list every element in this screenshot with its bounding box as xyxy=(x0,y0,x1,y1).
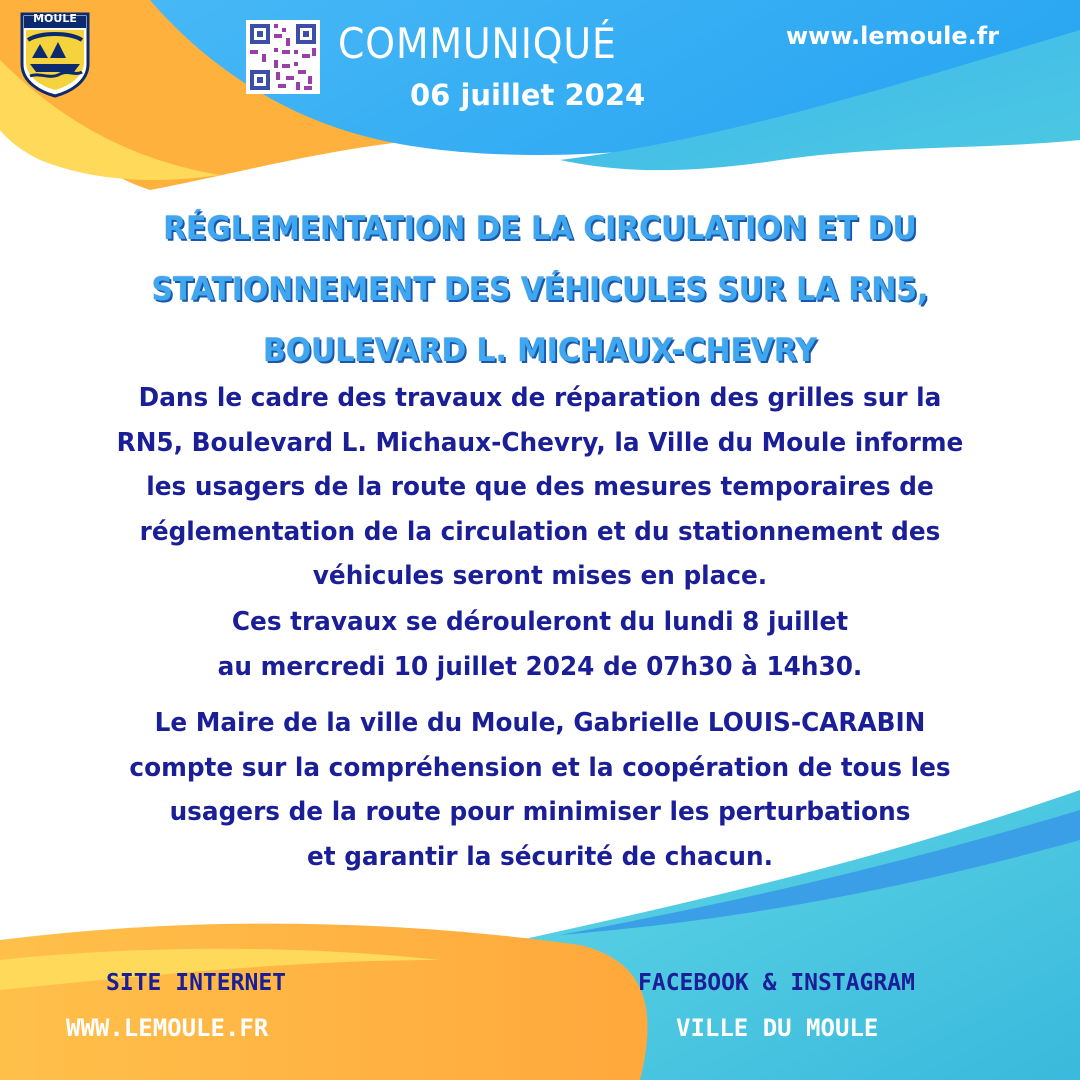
title-line: BOULEVARD L. MICHAUX-CHEVRY xyxy=(263,331,817,369)
communique-title xyxy=(56,198,1023,381)
paragraph-works-dates xyxy=(36,600,1045,689)
paragraph-line: réglementation de la circulation et du stationnement des xyxy=(139,516,941,547)
paragraph-line: véhicules seront mises en place. xyxy=(312,561,768,591)
paragraph-line: usagers de la route pour minimiser les perturbations xyxy=(169,797,911,827)
communique-date: 06 juillet 2024 xyxy=(410,78,646,112)
logo-town-name: MOULE xyxy=(33,12,77,25)
title-line: RÉGLEMENTATION DE LA CIRCULATION ET DU xyxy=(163,209,917,247)
paragraph-line: les usagers de la route que des mesures temporaires de xyxy=(146,472,934,502)
paragraph-line: au mercredi 10 juillet 2024 de 07h30 à 14h30. xyxy=(217,651,863,682)
paragraph-line: et garantir la sécurité de chacun. xyxy=(307,841,773,872)
communique-label: COMMUNIQUÉ xyxy=(338,19,617,68)
footer-site-label: SITE INTERNET xyxy=(106,970,287,996)
paragraph-line: Dans le cadre des travaux de réparation des grilles sur la xyxy=(138,383,942,413)
qr-code-icon xyxy=(246,20,320,94)
footer-social-handle[interactable]: VILLE DU MOULE xyxy=(676,1014,879,1042)
paragraph-mayor-message xyxy=(36,701,1045,879)
footer-social-label: FACEBOOK & INSTAGRAM xyxy=(638,970,915,996)
website-link[interactable]: www.lemoule.fr xyxy=(786,22,1000,50)
paragraph-line: Le Maire de la ville du Moule, Gabrielle LOUIS-CARABIN xyxy=(154,708,926,738)
paragraph-line: compte sur la compréhension et la coopération de tous les xyxy=(129,752,951,783)
title-line: STATIONNEMENT DES VÉHICULES SUR LA RN5, xyxy=(151,270,929,308)
paragraph-line: RN5, Boulevard L. Michaux-Chevry, la Ville du Moule informe xyxy=(116,427,964,458)
moule-coat-of-arms-logo xyxy=(20,12,90,98)
footer-site-link[interactable]: WWW.LEMOULE.FR xyxy=(66,1014,269,1042)
bottom-left-orange-wave xyxy=(0,924,648,1080)
paragraph-line: Ces travaux se dérouleront du lundi 8 juillet xyxy=(231,607,849,637)
paragraph-works-announcement xyxy=(36,376,1045,599)
